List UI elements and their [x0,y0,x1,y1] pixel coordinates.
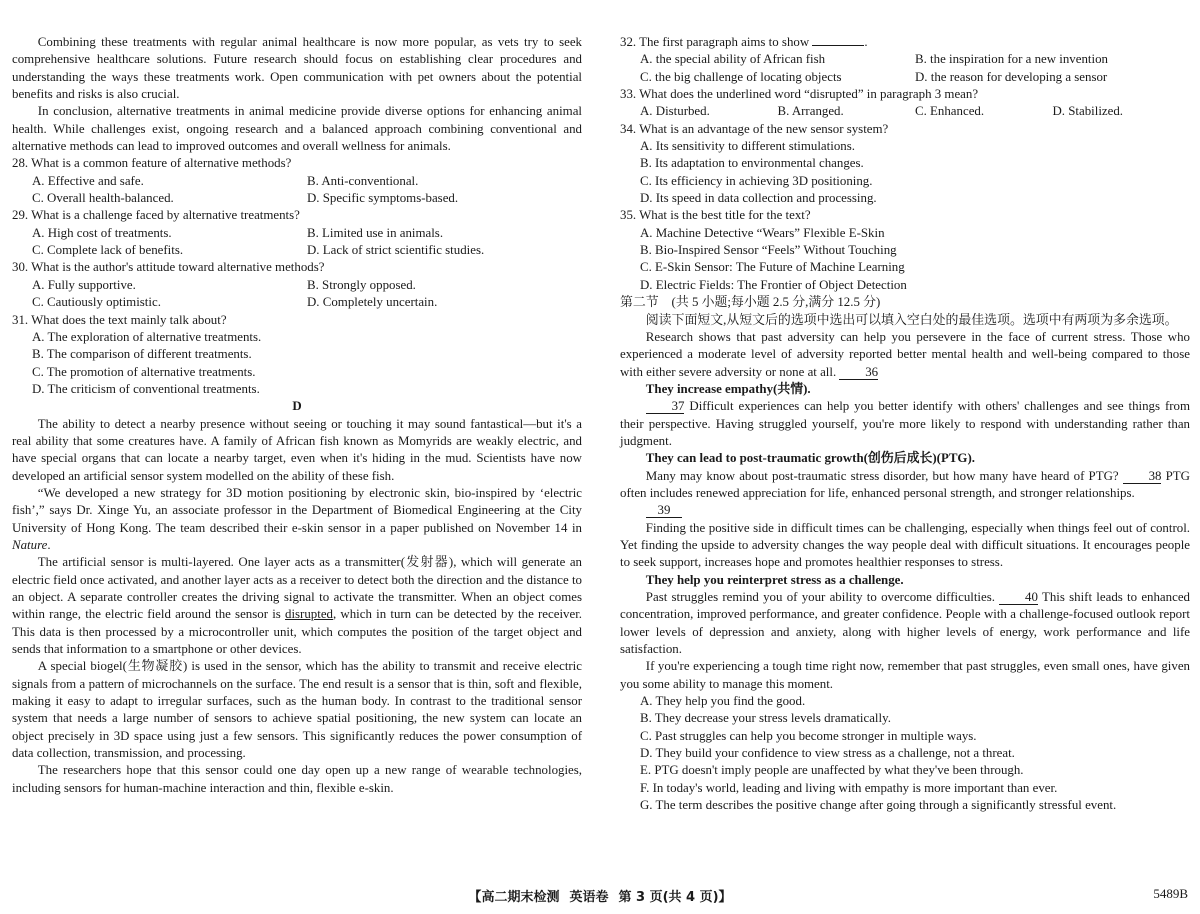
question-32 [620,34,1190,86]
question-31 [12,312,582,399]
question-stem: 29. What is a challenge faced by alternative treatments? [12,208,300,223]
option-d: D. Specific symptoms-based. [307,191,459,206]
option-d: D. Its speed in data collection and processing. [640,191,877,206]
option-c: C. Overall health-balanced. [32,191,174,206]
paragraph-text: Research shows that past adversity can help you persevere in the face of current stress. Those who experienced a moderate level of adversity reported better mental health and well-being compared to those with either severe adversity or none at all. [620,329,1190,379]
paragraph-37 [620,398,1190,450]
option-d: D. the reason for developing a sensor [915,69,1108,84]
blank-39-line [620,502,1190,519]
option-c: C. Past struggles can help you become stronger in multiple ways. [640,728,977,743]
answer-options [620,693,1190,814]
subject-name: 英语卷 [569,890,609,905]
bracket-close: 】 [718,890,732,905]
section-heading-d: D [292,399,302,414]
option-c: C. Complete lack of benefits. [32,243,184,258]
option-d: D. Stabilized. [1052,104,1124,119]
option-b: B. Its adaptation to environmental changes. [640,156,864,171]
answer-blank [812,34,864,46]
blank-37: 37 [646,399,685,414]
left-column [12,34,582,797]
option-b: B. Strongly opposed. [307,277,416,292]
passage-d-paragraph-2 [12,485,582,554]
paragraph-text: This shift leads to enhanced concentration, improved performance, and greater confidence. People with a challenge-focused outlook report lower levels of depression and anxiety, along with higher levels of energy, work performance and life satisfaction. [620,590,1190,657]
blank-40: 40 [999,590,1038,605]
question-text: 32. The first paragraph aims to show [620,35,813,49]
paragraph-text: Many may know about post-traumatic stress disorder, but how many have heard of PTG? [645,468,1123,483]
paragraph-final: If you're experiencing a tough time right now, remember that past struggles, even small ones, have given you some ability to manage this moment. [620,659,1190,691]
paragraph-39: Finding the positive side in difficult times can be challenging, especially when things feel out of control. Yet finding the upside to adversity changes the way people deal with difficult situations. It encourages people to seek support, increases hope and promotes healthier responses to stress. [620,520,1190,570]
option-c: C. E-Skin Sensor: The Future of Machine Learning [640,260,905,275]
paragraph-combining: Combining these treatments with regular animal healthcare is now more popular, as vets try to seek comprehensive healthcare solutions. Future research should focus on establishing clear procedures and understanding the ways these treatments work. Open communication with pet owners about the potential benefits and risks is also crucial. [12,35,582,102]
option-d: D. Electric Fields: The Frontier of Object Detection [640,277,907,292]
option-a: A. High cost of treatments. [32,225,172,240]
option-a: A. the special ability of African fish [640,52,826,67]
option-c: C. the big challenge of locating objects [640,69,842,84]
question-34 [620,121,1190,208]
option-b: B. Limited use in animals. [307,225,444,240]
passage-d-paragraph-3 [12,554,582,658]
option-c: C. Cautiously optimistic. [32,295,161,310]
question-stem: 28. What is a common feature of alternative methods? [12,156,292,171]
heading-challenge: They help you reinterpret stress as a challenge. [645,572,904,587]
question-35 [620,207,1190,294]
option-f: F. In today's world, leading and living with empathy is more important than ever. [640,780,1058,795]
option-a: A. Disturbed. [640,104,710,119]
paragraph-text: PTG often includes renewed appreciation for life, enhanced personal strength, and stronger relationships. [620,468,1190,500]
passage-d-paragraph-1: The ability to detect a nearby presence without seeing or touching it may sound fantastical—but it's a real ability that some creatures have. A family of African fish known as Momyrids are weakly electric, and have special organs that can locate a nearby target, even when it's hiding in the mud. Scientists have now developed an artificial sensor system modelled on the ability of these fish. [12,416,582,483]
option-c: C. Enhanced. [915,104,985,119]
option-g: G. The term describes the positive change after going through a significantly stressful event. [640,798,1117,813]
option-a: A. Effective and safe. [32,173,144,188]
option-c: C. Its efficiency in achieving 3D positioning. [640,173,873,188]
paragraph-conclusion: In conclusion, alternative treatments in animal medicine provide diverse options for enhancing animal health. While challenges exist, ongoing research and a balanced approach combining conventional and alternative methods can lead to improved outcomes and overall wellness for animals. [12,104,582,154]
option-e: E. PTG doesn't imply people are unaffected by what they've been through. [640,763,1024,778]
page-footer [0,886,1200,905]
option-b: B. the inspiration for a new invention [915,52,1108,67]
paragraph-research [620,329,1190,381]
option-a: A. Fully supportive. [32,277,136,292]
question-stem: 30. What is the author's attitude toward alternative methods? [12,260,325,275]
paper-code: 5489B [1153,886,1188,901]
heading-empathy: They increase empathy(共情). [645,381,811,396]
passage-d-paragraph-5: The researchers hope that this sensor could one day open up a new range of wearable technologies, including sensors for human-machine interaction and thin, flexible e-skin. [12,763,582,795]
passage-d-paragraph-4: A special biogel(生物凝胶) is used in the sensor, which has the ability to transmit and receive electric signals from a pattern of microchannels on the surface. The end result is a sensor that is thin, soft and flexible, making it easy to adapt to irregular surfaces, such as the human body. In contrast to the traditional sensor system that needs a large number of sensors to achieve spatial positioning, the new system can locate an object precisely in 3D space using just a few sensors. This significantly reduces the power consumption of data collection, transmission, and processing. [12,659,582,761]
option-a: A. Its sensitivity to different stimulations. [640,139,855,154]
option-d: D. They build your confidence to view stress as a challenge, not a threat. [640,746,1015,761]
question-stem: 33. What does the underlined word “disrupted” in paragraph 3 mean? [620,87,979,102]
heading-ptg: They can lead to post-traumatic growth(创伤后成长)(PTG). [645,451,975,466]
option-a: A. The exploration of alternative treatments. [32,329,262,344]
question-stem: 35. What is the best title for the text? [620,208,811,223]
page-number: 第 3 页(共 4 页) [618,890,719,905]
option-d: D. Lack of strict scientific studies. [307,243,485,258]
underlined-word: disrupted [285,607,333,622]
option-b: B. Bio-Inspired Sensor “Feels” Without Touching [640,243,897,258]
paragraph-text: Difficult experiences can help you better identify with others' challenges and see things from their perspective. Having struggled yourself, you're more likely to respond with understanding rather than judgment. [620,399,1190,448]
option-c: C. The promotion of alternative treatments. [32,364,256,379]
option-b: B. They decrease your stress levels dramatically. [640,711,891,726]
journal-name: Nature [12,537,48,552]
paragraph-text: The artificial sensor is multi-layered. One layer acts as a transmitter(发射器), which will generate an electric field once activated, and another layer acts as a receiver to detect both the direction and the distance to an object. A separate controller creates the driving signal to activate the transmitter. When an object comes within range, the electric field around the sensor is [12,555,582,622]
blank-36: 36 [839,365,878,380]
blank-38: 38 [1123,469,1162,484]
option-b: B. The comparison of different treatments. [32,347,252,362]
section-2-instructions: 阅读下面短文,从短文后的选项中选出可以填入空白处的最佳选项。选项中有两项为多余选项。 [645,312,1178,327]
paragraph-40 [620,589,1190,658]
paragraph-text: Past struggles remind you of your ability to overcome difficulties. [645,590,1000,604]
option-a: A. Machine Detective “Wears” Flexible E-Skin [640,225,885,240]
paragraph-ptg [620,468,1190,503]
paragraph-text: . [47,537,51,552]
question-stem [620,34,1190,51]
bracket-open: 【 [468,890,482,905]
question-stem: 31. What does the text mainly talk about? [12,312,227,327]
question-30 [12,259,582,311]
right-column [620,34,1190,814]
option-b: B. Anti-conventional. [307,173,419,188]
exam-name: 高二期末检测 [481,890,560,905]
option-d: D. Completely uncertain. [307,295,438,310]
question-text: . [864,35,868,49]
paragraph-text: “We developed a new strategy for 3D motion positioning by electronic skin, bio-inspired by ‘electric fish’,” says Dr. Xinge Yu, an associate professor in the Department of Biomedical Engineering at the City University of Hong Kong. The team described their e-skin sensor in a paper published on November 14 in [12,485,582,535]
paragraph-text: , which in turn can be detected by the receiver. This data is then processed by a microcontroller unit, which computes the position of the target object and sends that information to a smartphone or other devices. [12,607,582,657]
question-33 [620,86,1190,121]
option-d: D. The criticism of conventional treatments. [32,381,260,396]
option-a: A. They help you find the good. [640,694,806,709]
question-29 [12,207,582,259]
blank-39: 39 [646,503,682,518]
question-stem: 34. What is an advantage of the new sensor system? [620,121,889,136]
option-b: B. Arranged. [777,104,844,119]
question-28 [12,155,582,207]
section-2-title: 第二节 (共 5 小题;每小题 2.5 分,满分 12.5 分) [620,295,881,310]
